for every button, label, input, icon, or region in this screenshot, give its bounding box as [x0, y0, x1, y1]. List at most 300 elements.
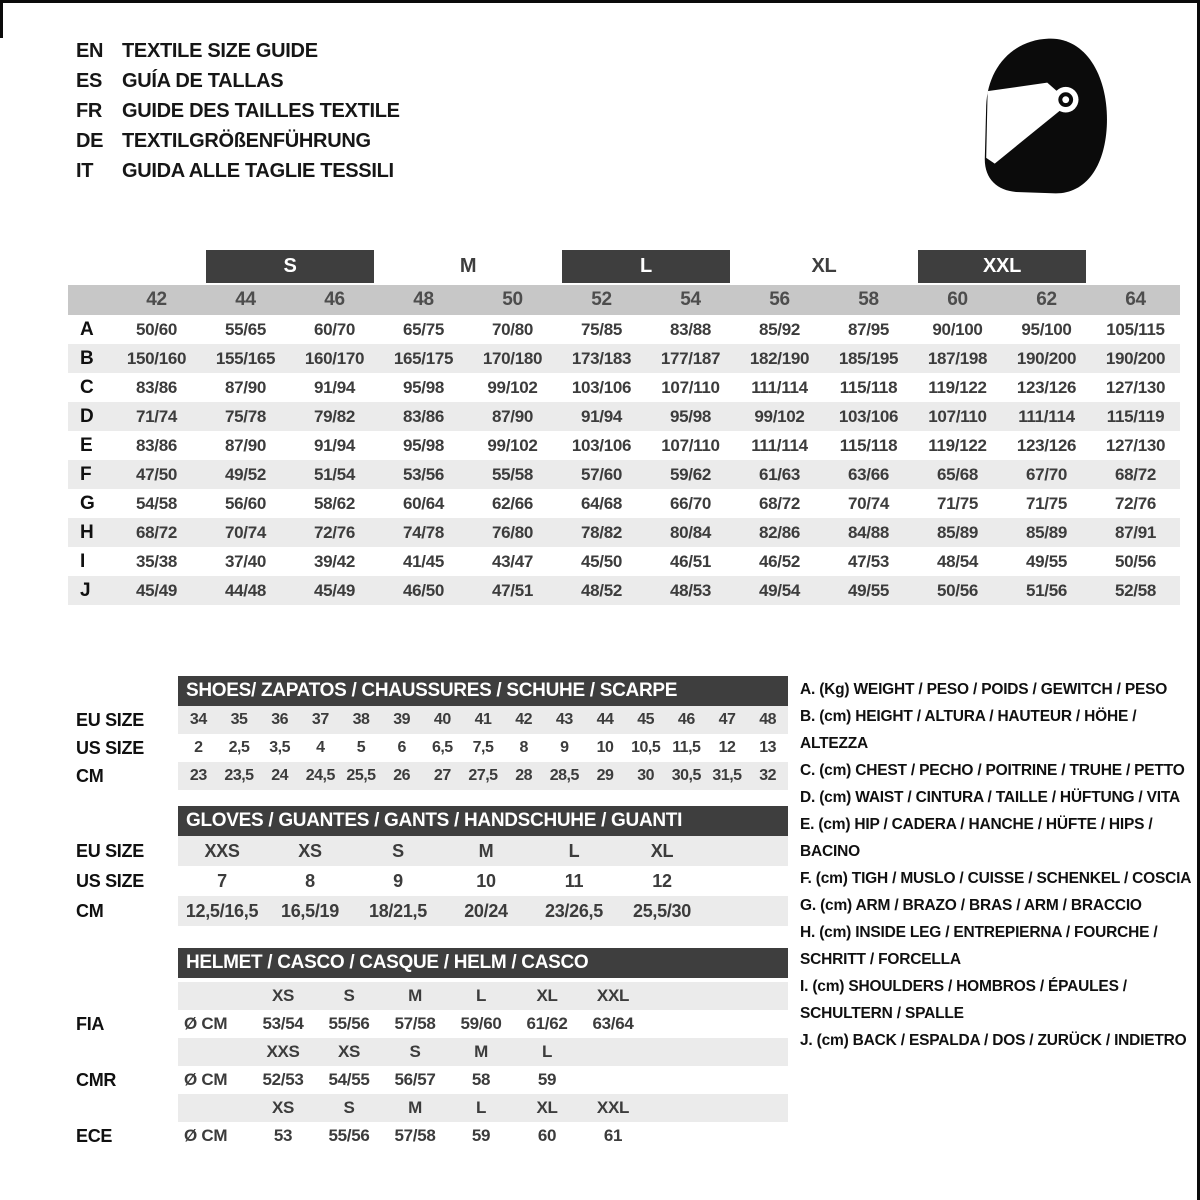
measurement-value: 75/78 — [224, 406, 267, 426]
measurement-value: 70/80 — [491, 319, 534, 339]
language-code: FR — [76, 99, 103, 122]
measurement-value: 115/118 — [839, 435, 898, 455]
helmet-icon — [972, 30, 1114, 202]
size-column-header: 64 — [1125, 289, 1146, 310]
size-band-m: M — [459, 255, 477, 277]
helmet-cm-value: 58 — [471, 1070, 491, 1089]
row-label: D — [80, 405, 94, 427]
table-row — [68, 431, 1180, 460]
legend-item: H. (cm) INSIDE LEG / ENTREPIERNA / FOURCHE / SCHRITT / FORCELLA — [800, 924, 1158, 968]
helmet-sizes-row — [68, 1038, 788, 1066]
shoe-eu-size: 36 — [271, 711, 289, 728]
language-row — [76, 66, 400, 96]
language-code: EN — [76, 39, 104, 62]
legend-item: D. (cm) WAIST / CINTURA / TAILLE / HÜFTUNG / VITA — [800, 789, 1180, 806]
shoe-us-size: 4 — [316, 739, 325, 756]
table-row — [68, 576, 1180, 605]
measurement-value: 187/198 — [927, 348, 988, 368]
measurement-value: 155/165 — [215, 348, 276, 368]
table-row — [68, 373, 1180, 402]
page-border-left-stub — [0, 0, 3, 38]
helmet-size-section — [68, 948, 788, 1150]
measurement-value: 123/126 — [1016, 435, 1077, 455]
row-label: US SIZE — [76, 870, 144, 891]
helmet-cm-value: 57/58 — [394, 1126, 436, 1145]
measurement-value: 68/72 — [758, 493, 801, 513]
shoe-cm-size: 27 — [433, 767, 451, 784]
measurement-value: 83/86 — [402, 406, 445, 426]
glove-eu-size: L — [568, 840, 580, 861]
measurement-value: 56/60 — [224, 493, 267, 513]
diameter-label: Ø CM — [184, 1126, 228, 1145]
measurement-value: 177/187 — [660, 348, 721, 368]
measurement-value: 67/70 — [1025, 464, 1068, 484]
helmet-cm-value: 53/54 — [262, 1014, 304, 1033]
measurement-value: 70/74 — [847, 493, 890, 513]
helmet-size-label: L — [541, 1042, 553, 1061]
helmet-values-row — [68, 1066, 788, 1094]
measurement-value: 55/58 — [491, 464, 534, 484]
shoe-us-size: 11,5 — [672, 739, 701, 756]
helmet-size-label: L — [475, 1098, 487, 1117]
size-column-header: 44 — [235, 289, 256, 310]
shoes-us-row — [68, 734, 788, 762]
language-title-list — [76, 36, 400, 186]
size-band-xl: XL — [811, 255, 837, 277]
helmet-size-label: XXS — [266, 1042, 300, 1061]
measurement-value: 47/53 — [847, 551, 890, 571]
row-label: B — [80, 347, 94, 369]
table-row — [68, 547, 1180, 576]
size-band-s: S — [206, 250, 374, 283]
measurement-value: 105/115 — [1106, 319, 1165, 339]
shoe-us-size: 8 — [519, 739, 528, 756]
language-row — [76, 156, 400, 186]
glove-us-size: 11 — [564, 870, 584, 891]
shoe-eu-size: 42 — [515, 711, 533, 728]
measurement-value: 49/54 — [758, 580, 801, 600]
measurement-value: 35/38 — [135, 551, 178, 571]
measurement-value: 107/110 — [661, 435, 720, 455]
legend-item: I. (cm) SHOULDERS / HOMBROS / ÉPAULES / SCHULTERN / SPALLE — [800, 978, 1127, 1022]
measurement-value: 60/70 — [313, 319, 356, 339]
measurement-value: 160/170 — [304, 348, 365, 368]
measurement-value: 50/56 — [1114, 551, 1157, 571]
measurement-value: 58/62 — [313, 493, 356, 513]
measurement-value: 49/52 — [224, 464, 267, 484]
measurement-value: 99/102 — [487, 435, 538, 455]
glove-eu-size: M — [478, 840, 494, 861]
shoe-cm-size: 30,5 — [671, 767, 701, 784]
size-column-header: 42 — [146, 289, 167, 310]
helmet-size-label: XXL — [596, 1098, 630, 1117]
size-band-row — [68, 250, 1180, 283]
helmet-size-label: XS — [271, 986, 295, 1005]
measurement-value: 123/126 — [1016, 377, 1077, 397]
measurement-value: 75/85 — [580, 319, 623, 339]
measurement-value: 99/102 — [487, 377, 538, 397]
shoe-us-size: 6,5 — [431, 739, 453, 756]
size-column-header: 62 — [1036, 289, 1057, 310]
row-label: US SIZE — [76, 737, 144, 758]
helmet-cm-value: 59 — [537, 1070, 557, 1089]
guide-title: TEXTILE SIZE GUIDE — [122, 39, 318, 62]
helmet-cm-value: 56/57 — [394, 1070, 436, 1089]
shoe-us-size: 10,5 — [631, 739, 661, 756]
legend-item: J. (cm) BACK / ESPALDA / DOS / ZURÜCK / INDIETRO — [800, 1032, 1187, 1049]
shoes-section-header: SHOES/ ZAPATOS / CHAUSSURES / SCHUHE / SCARPE — [178, 676, 788, 706]
glove-us-size: 12 — [652, 870, 672, 891]
shoe-eu-size: 40 — [433, 711, 451, 728]
row-label: J — [80, 579, 91, 601]
helmet-cm-value: 61 — [603, 1126, 623, 1145]
row-label: G — [80, 492, 95, 514]
measurement-value: 50/56 — [936, 580, 979, 600]
measurement-value: 45/50 — [580, 551, 623, 571]
shoe-cm-size: 23,5 — [224, 767, 254, 784]
measurement-value: 74/78 — [402, 522, 445, 542]
row-label — [68, 1094, 178, 1122]
gloves-section-header: GLOVES / GUANTES / GANTS / HANDSCHUHE / GUANTI — [178, 806, 788, 836]
shoe-us-size: 9 — [560, 739, 569, 756]
measurement-value: 82/86 — [758, 522, 801, 542]
helmet-size-label: S — [409, 1042, 421, 1061]
measurement-value: 87/91 — [1114, 522, 1157, 542]
gloves-size-section — [68, 806, 788, 926]
shoe-us-size: 7,5 — [472, 739, 494, 756]
helmet-size-label: M — [408, 1098, 422, 1117]
measurement-value: 62/66 — [491, 493, 534, 513]
helmet-cm-value: 63/64 — [592, 1014, 634, 1033]
shoe-cm-size: 26 — [393, 767, 411, 784]
measurement-value: 190/200 — [1016, 348, 1077, 368]
measurement-value: 127/130 — [1105, 435, 1166, 455]
shoe-eu-size: 35 — [230, 711, 248, 728]
measurement-value: 190/200 — [1105, 348, 1166, 368]
shoe-cm-size: 30 — [637, 767, 655, 784]
measurement-value: 80/84 — [669, 522, 712, 542]
shoe-eu-size: 48 — [759, 711, 777, 728]
diameter-label: Ø CM — [184, 1070, 228, 1089]
helmet-sizes-row — [68, 982, 788, 1010]
measurement-value: 49/55 — [1025, 551, 1068, 571]
measurement-value: 87/95 — [847, 319, 890, 339]
language-code: ES — [76, 69, 103, 92]
measurement-value: 53/56 — [402, 464, 445, 484]
standard-label: CMR — [76, 1069, 117, 1090]
helmet-cm-value: 61/62 — [526, 1014, 568, 1033]
measurement-value: 83/86 — [135, 435, 178, 455]
helmet-cm-value: 60 — [537, 1126, 557, 1145]
measurement-value: 95/100 — [1021, 319, 1072, 339]
shoe-eu-size: 41 — [474, 711, 492, 728]
helmet-cm-value: 59 — [471, 1126, 491, 1145]
measurement-value: 87/90 — [491, 406, 534, 426]
gloves-us-row — [68, 866, 788, 896]
helmet-size-label: L — [475, 986, 487, 1005]
measurement-value: 66/70 — [669, 493, 712, 513]
row-label: I — [80, 550, 85, 572]
helmet-cm-value: 55/56 — [328, 1014, 370, 1033]
measurement-value: 103/106 — [571, 435, 632, 455]
measurement-value: 185/195 — [838, 348, 899, 368]
glove-us-size: 9 — [393, 870, 403, 891]
glove-cm-size: 25,5/30 — [633, 900, 691, 921]
measurement-value: 50/60 — [135, 319, 178, 339]
measurement-value: 107/110 — [928, 406, 987, 426]
measurement-value: 63/66 — [847, 464, 890, 484]
measurement-value: 79/82 — [313, 406, 356, 426]
shoe-cm-size: 32 — [759, 767, 777, 784]
gloves-cm-row — [68, 896, 788, 926]
measurement-value: 95/98 — [402, 377, 445, 397]
shoe-cm-size: 28 — [515, 767, 533, 784]
size-column-header: 46 — [324, 289, 345, 310]
size-column-header: 48 — [413, 289, 434, 310]
shoe-eu-size: 43 — [555, 711, 573, 728]
helmet-cm-value: 59/60 — [460, 1014, 502, 1033]
measurement-value: 83/86 — [135, 377, 178, 397]
measurement-value: 68/72 — [1114, 464, 1157, 484]
helmet-cm-value: 52/53 — [262, 1070, 304, 1089]
shoe-cm-size: 27,5 — [468, 767, 498, 784]
helmet-cm-value: 57/58 — [394, 1014, 436, 1033]
measurement-value: 71/75 — [1025, 493, 1068, 513]
measurement-value: 48/52 — [580, 580, 623, 600]
language-code: DE — [76, 129, 104, 152]
table-row — [68, 489, 1180, 518]
helmet-values-row — [68, 1122, 788, 1150]
helmet-size-label: XL — [536, 1098, 558, 1117]
helmet-sizes-row — [68, 1094, 788, 1122]
shoe-cm-size: 24 — [271, 767, 289, 784]
measurement-value: 45/49 — [313, 580, 356, 600]
shoe-cm-size: 29 — [596, 767, 614, 784]
legend-item: E. (cm) HIP / CADERA / HANCHE / HÜFTE / HIPS / BACINO — [800, 816, 1153, 860]
measurement-value: 37/40 — [224, 551, 267, 571]
row-label: F — [80, 463, 92, 485]
size-column-header: 58 — [858, 289, 879, 310]
measurement-value: 119/122 — [928, 377, 987, 397]
helmet-values-row — [68, 1010, 788, 1038]
helmet-size-label: S — [343, 986, 355, 1005]
measurement-value: 85/92 — [758, 319, 801, 339]
measurement-value: 46/51 — [669, 551, 712, 571]
measurement-value: 87/90 — [224, 377, 267, 397]
measurement-value: 127/130 — [1105, 377, 1166, 397]
measurement-value: 115/119 — [1106, 406, 1165, 426]
measurement-value: 71/74 — [135, 406, 178, 426]
measurement-value: 91/94 — [313, 377, 356, 397]
measurement-value: 47/50 — [135, 464, 178, 484]
row-label: CM — [76, 900, 104, 921]
numeric-size-header-row — [68, 285, 1180, 315]
measurement-value: 173/183 — [571, 348, 632, 368]
measurement-value: 65/75 — [402, 319, 445, 339]
helmet-cm-value: 54/55 — [328, 1070, 370, 1089]
measurement-value: 91/94 — [313, 435, 356, 455]
measurement-value: 119/122 — [928, 435, 987, 455]
measurement-value: 165/175 — [393, 348, 454, 368]
shoe-eu-size: 39 — [393, 711, 411, 728]
glove-eu-size: S — [392, 840, 404, 861]
measurement-value: 76/80 — [491, 522, 534, 542]
shoe-us-size: 6 — [397, 739, 406, 756]
size-band-l: L — [562, 250, 730, 283]
measurement-value: 68/72 — [135, 522, 178, 542]
row-label: CM — [76, 765, 104, 786]
measurement-value: 64/68 — [580, 493, 623, 513]
standard-label: ECE — [76, 1125, 113, 1146]
measurement-value: 44/48 — [224, 580, 267, 600]
measurement-value: 83/88 — [669, 319, 712, 339]
size-column-header: 50 — [502, 289, 523, 310]
table-row — [68, 518, 1180, 547]
language-code: IT — [76, 159, 94, 182]
helmet-standards — [68, 982, 788, 1150]
measurement-value: 51/56 — [1025, 580, 1068, 600]
measurement-rows — [68, 315, 1180, 605]
textile-size-table — [68, 250, 1180, 605]
measurement-value: 95/98 — [669, 406, 712, 426]
shoe-us-size: 2,5 — [228, 739, 250, 756]
measurement-value: 46/50 — [402, 580, 445, 600]
helmet-size-label: M — [474, 1042, 488, 1061]
measurement-value: 90/100 — [932, 319, 983, 339]
measurement-value: 55/65 — [224, 319, 267, 339]
measurement-value: 43/47 — [491, 551, 534, 571]
glove-us-size: 7 — [217, 870, 227, 891]
helmet-section-header: HELMET / CASCO / CASQUE / HELM / CASCO — [178, 948, 788, 978]
measurement-value: 111/114 — [1018, 406, 1075, 426]
shoe-us-size: 3,5 — [269, 739, 291, 756]
shoe-cm-size: 24,5 — [305, 767, 335, 784]
glove-cm-size: 20/24 — [464, 900, 508, 921]
size-column-header: 54 — [680, 289, 701, 310]
row-label: EU SIZE — [76, 709, 144, 730]
measurement-value: 99/102 — [754, 406, 805, 426]
shoe-us-size: 5 — [356, 739, 366, 756]
helmet-size-label: XL — [536, 986, 558, 1005]
guide-title: TEXTILGRÖßENFÜHRUNG — [122, 129, 371, 152]
glove-cm-size: 18/21,5 — [369, 900, 427, 921]
shoe-eu-size: 45 — [637, 711, 655, 728]
shoe-eu-size: 34 — [189, 711, 207, 728]
legend-item: A. (Kg) WEIGHT / PESO / POIDS / GEWITCH / PESO — [800, 681, 1168, 698]
table-row — [68, 402, 1180, 431]
helmet-cm-value: 53 — [273, 1126, 293, 1145]
legend-item: C. (cm) CHEST / PECHO / POITRINE / TRUHE / PETTO — [800, 762, 1185, 779]
shoe-eu-size: 47 — [718, 711, 736, 728]
glove-us-size: 8 — [305, 870, 315, 891]
shoes-size-section — [68, 676, 788, 790]
measurement-value: 48/54 — [936, 551, 979, 571]
glove-cm-size: 12,5/16,5 — [185, 900, 259, 921]
measurement-value: 85/89 — [936, 522, 979, 542]
measurement-value: 49/55 — [847, 580, 890, 600]
measurement-value: 46/52 — [758, 551, 801, 571]
measurement-value: 47/51 — [491, 580, 534, 600]
row-label — [68, 982, 178, 1010]
size-column-header: 60 — [947, 289, 968, 310]
shoe-us-size: 12 — [718, 739, 736, 756]
helmet-size-label: S — [343, 1098, 355, 1117]
measurement-value: 150/160 — [126, 348, 187, 368]
measurement-value: 41/45 — [402, 551, 445, 571]
shoe-eu-size: 38 — [352, 711, 370, 728]
measurement-value: 48/53 — [669, 580, 712, 600]
measurement-value: 71/75 — [936, 493, 979, 513]
glove-eu-size: XXS — [204, 840, 240, 861]
guide-title: GUIDA ALLE TAGLIE TESSILI — [122, 159, 394, 182]
table-row — [68, 460, 1180, 489]
measurement-value: 39/42 — [313, 551, 356, 571]
helmet-size-label: XS — [337, 1042, 361, 1061]
measurement-value: 115/118 — [839, 377, 898, 397]
measurement-value: 111/114 — [751, 435, 808, 455]
shoes-cm-row — [68, 762, 788, 790]
measurement-value: 95/98 — [402, 435, 445, 455]
measurement-value: 85/89 — [1025, 522, 1068, 542]
table-row — [68, 315, 1180, 344]
shoe-us-size: 13 — [759, 739, 777, 756]
measurement-value: 107/110 — [661, 377, 720, 397]
shoe-eu-size: 37 — [311, 711, 329, 728]
shoe-cm-size: 28,5 — [549, 767, 579, 784]
shoe-cm-size: 25,5 — [346, 767, 376, 784]
language-row — [76, 96, 400, 126]
row-label: EU SIZE — [76, 840, 144, 861]
shoe-eu-size: 46 — [677, 711, 695, 728]
measurement-value: 72/76 — [313, 522, 356, 542]
size-column-header: 56 — [769, 289, 790, 310]
legend-item: F. (cm) TIGH / MUSLO / CUISSE / SCHENKEL / COSCIA — [800, 870, 1192, 887]
table-row — [68, 344, 1180, 373]
size-column-header: 52 — [591, 289, 612, 310]
measurement-value: 60/64 — [402, 493, 445, 513]
diameter-label: Ø CM — [184, 1014, 228, 1033]
measurement-value: 84/88 — [847, 522, 890, 542]
measurement-value: 91/94 — [580, 406, 623, 426]
guide-title: GUÍA DE TALLAS — [122, 69, 284, 92]
legend-item: B. (cm) HEIGHT / ALTURA / HAUTEUR / HÖHE / ALTEZZA — [800, 708, 1137, 752]
row-label — [68, 1038, 178, 1066]
measurement-value: 52/58 — [1114, 580, 1157, 600]
standard-label: FIA — [76, 1013, 105, 1034]
row-label: E — [80, 434, 93, 456]
helmet-cm-value: 55/56 — [328, 1126, 370, 1145]
language-row — [76, 36, 400, 66]
measurement-value: 182/190 — [749, 348, 810, 368]
shoe-eu-size: 44 — [596, 711, 614, 728]
measurement-value: 45/49 — [135, 580, 178, 600]
measurement-value: 72/76 — [1114, 493, 1157, 513]
measurement-value: 78/82 — [580, 522, 623, 542]
row-label: A — [80, 318, 94, 340]
shoe-cm-size: 31,5 — [712, 767, 742, 784]
shoes-eu-row — [68, 706, 788, 734]
gloves-eu-row — [68, 836, 788, 866]
measurement-value: 87/90 — [224, 435, 267, 455]
page-border-top — [0, 0, 1200, 3]
glove-eu-size: XS — [298, 840, 322, 861]
glove-us-size: 10 — [476, 870, 496, 891]
measurement-value: 65/68 — [936, 464, 979, 484]
helmet-size-label: M — [408, 986, 422, 1005]
measurement-value: 51/54 — [313, 464, 356, 484]
measurement-value: 170/180 — [482, 348, 543, 368]
measurement-value: 103/106 — [838, 406, 899, 426]
